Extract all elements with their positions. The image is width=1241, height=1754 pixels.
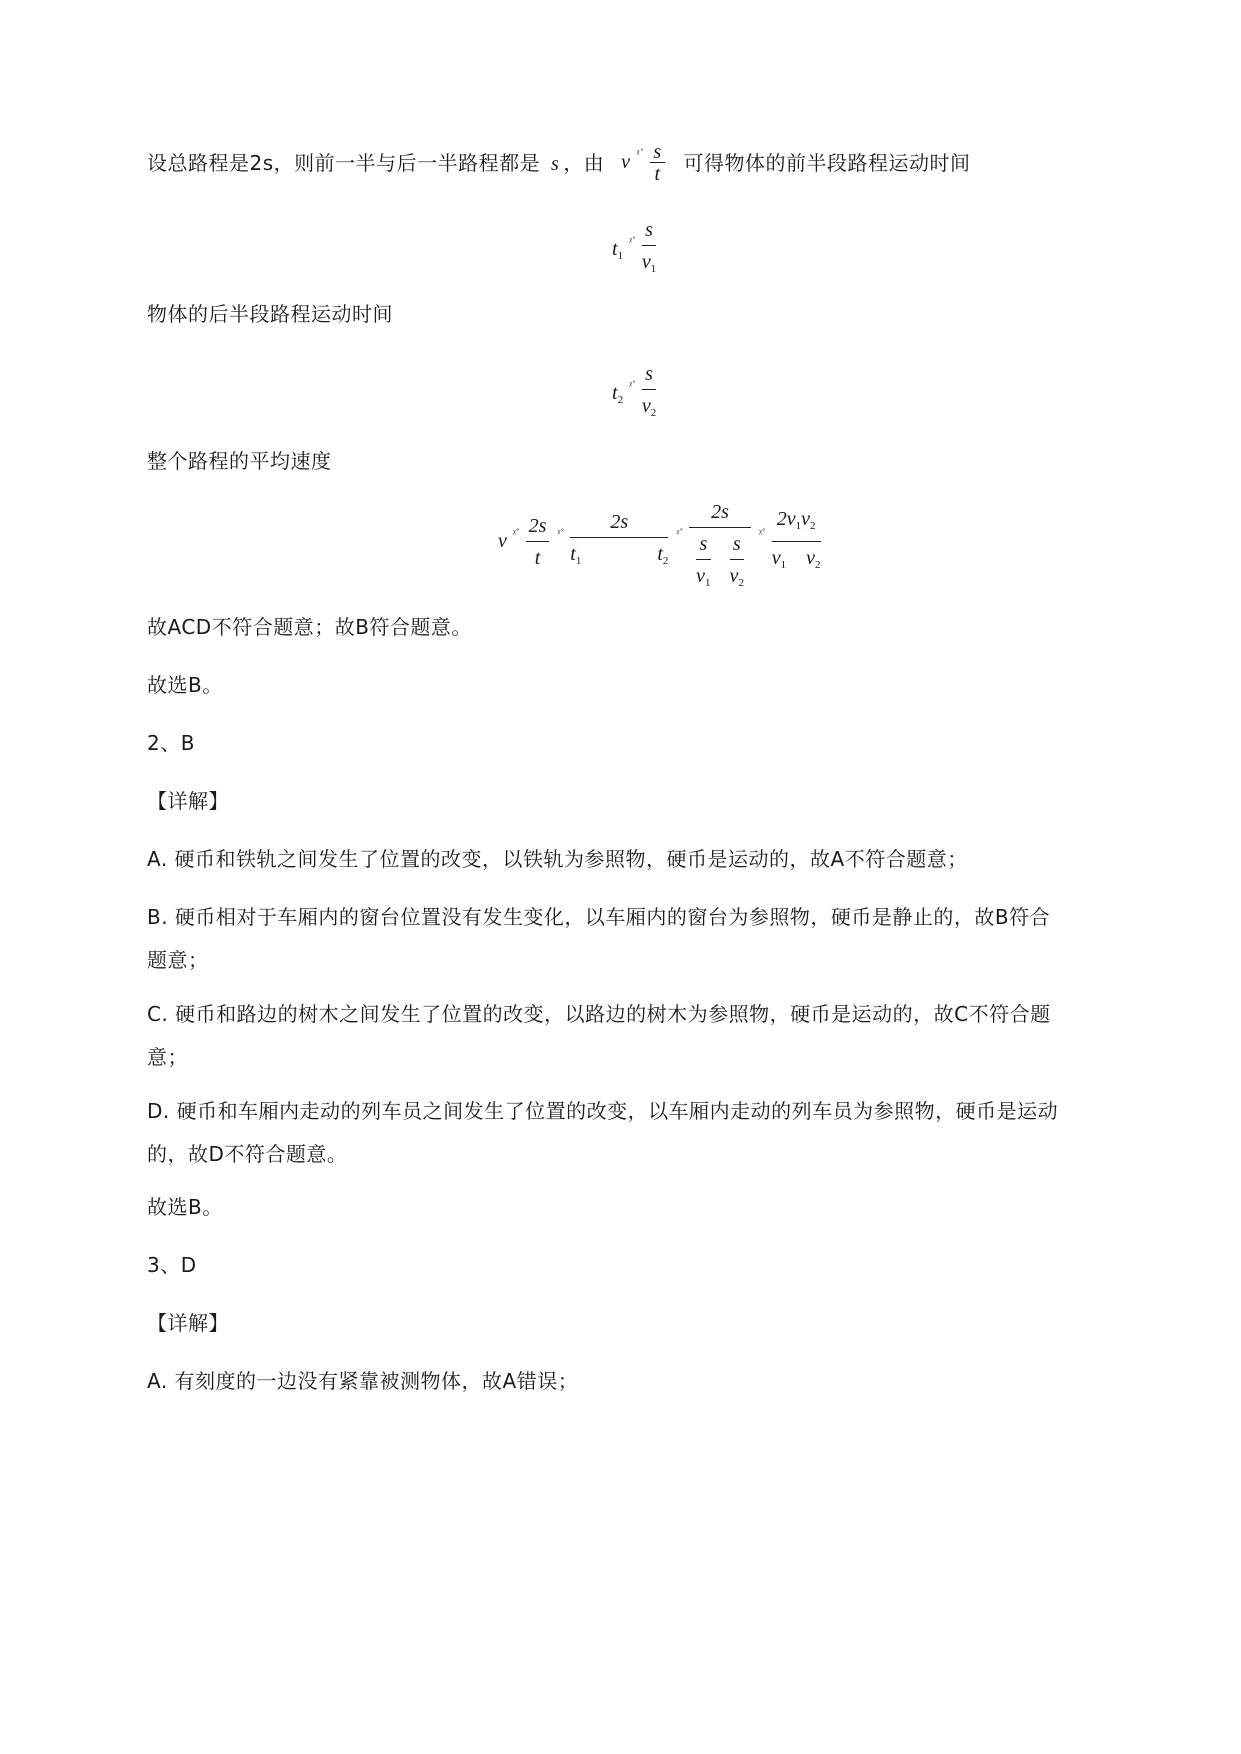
numerator: s [642, 218, 656, 246]
v: v [771, 546, 781, 569]
fraction-2s-sum [689, 500, 751, 595]
subscript: 2 [650, 407, 657, 419]
subscript: 1 [617, 249, 624, 262]
term: 2v [776, 507, 796, 530]
fraction [642, 218, 656, 281]
fraction-2s-t1t2 [570, 510, 668, 573]
line: 意； [147, 1045, 188, 1069]
line: C. 硬币和路边的树木之间发生了位置的改变，以路边的树木为参照物，硬币是运动的，故C不符合题 [147, 1002, 1051, 1026]
fraction-s-v1 [696, 532, 710, 595]
denominator [642, 246, 656, 281]
fraction-2v1v2 [772, 507, 821, 577]
denominator [642, 390, 656, 425]
subscript: 2 [617, 393, 624, 406]
fraction-2s-t [526, 514, 550, 570]
numerator: 2s [570, 510, 668, 538]
question-3-header: 3、D [147, 1253, 197, 1277]
numerator: 2s [689, 500, 751, 528]
var-t2 [612, 382, 623, 406]
t: t [612, 381, 618, 404]
equals-sign: ᵡ˚ [758, 526, 766, 539]
option-2-A: A. 硬币和铁轨之间发生了位置的改变，以铁轨为参照物，硬币是运动的，故A不符合题意； [147, 847, 968, 871]
option-2-C [147, 993, 1167, 1079]
var-v: v [621, 151, 631, 174]
subscript: 2 [815, 558, 821, 571]
paragraph-total-distance [147, 142, 1167, 186]
denominator [730, 560, 744, 595]
subscript: 2 [810, 519, 816, 532]
equals-sign: ᵡ˚ [629, 378, 636, 391]
line: B. 硬币相对于车厢内的窗台位置没有发生变化，以车厢内的窗台为参照物，硬币是静止的，故B符合 [147, 905, 1051, 929]
v: v [641, 251, 651, 273]
denominator: t [534, 546, 541, 569]
formula-t1 [612, 218, 658, 281]
denominator: t [654, 162, 661, 185]
equals-sign: ᵡ˚ [636, 147, 645, 160]
denominator [772, 542, 821, 577]
paragraph-answer-2: 故选B。 [147, 1195, 223, 1219]
numerator: 2s [526, 514, 550, 542]
numerator: s [642, 362, 656, 390]
numerator: s [730, 532, 744, 560]
line: D. 硬币和车厢内走动的列车员之间发生了位置的改变，以车厢内走动的列车员为参照物，硬币是运动 [147, 1099, 1059, 1123]
t: t [570, 543, 576, 565]
paragraph-answer-1: 故选B。 [147, 673, 223, 697]
subscript: 1 [780, 558, 787, 571]
var-v: v [498, 530, 507, 552]
var-t1 [612, 238, 623, 262]
option-2-D [147, 1090, 1167, 1176]
v: v [696, 565, 706, 587]
fraction-s-v2 [730, 532, 744, 595]
formula-t2 [612, 362, 658, 425]
term: v [801, 507, 811, 530]
subscript: 2 [662, 555, 669, 567]
fraction [642, 362, 656, 425]
t: t [657, 543, 663, 565]
numerator: s [696, 532, 710, 560]
v: v [641, 395, 651, 417]
subscript: 1 [705, 577, 711, 589]
numerator: s [650, 143, 664, 163]
detail-heading-3: 【详解】 [147, 1311, 229, 1335]
denominator [570, 538, 668, 573]
formula-average-velocity [498, 500, 823, 595]
subscript: 1 [795, 519, 802, 532]
option-3-A: A. 有刻度的一边没有紧靠被测物体，故A错误； [147, 1369, 579, 1393]
denominator [689, 528, 751, 595]
text: 设总路程是2s，则前一半与后一半路程都是 [147, 151, 541, 175]
option-2-B [147, 896, 1167, 982]
denominator [696, 560, 710, 595]
text: 可得物体的前半段路程运动时间 [683, 151, 971, 175]
paragraph-average-speed: 整个路程的平均速度 [147, 449, 332, 473]
subscript: 2 [738, 577, 744, 589]
line: 题意； [147, 948, 209, 972]
equals-sign: ᵡ˚ [512, 526, 520, 539]
equals-sign: ᵡ˚ [676, 526, 684, 539]
numerator [772, 507, 821, 542]
detail-heading-2: 【详解】 [147, 789, 229, 813]
t: t [612, 237, 618, 260]
var-s: s [551, 153, 560, 175]
equals-sign: ᵡ˚ [557, 526, 565, 539]
subscript: 1 [650, 263, 657, 275]
paragraph-second-half: 物体的后半段路程运动时间 [147, 302, 393, 326]
formula-velocity [621, 141, 666, 185]
line: 的，故D不符合题意。 [147, 1142, 348, 1166]
question-2-header: 2、B [147, 731, 195, 755]
fraction [650, 140, 664, 185]
text: ，由 [563, 151, 605, 175]
v: v [806, 546, 816, 569]
v: v [729, 565, 739, 587]
equals-sign: ᵡ˚ [629, 234, 636, 247]
subscript: 1 [575, 555, 582, 567]
paragraph-conclusion-1: 故ACD不符合题意；故B符合题意。 [147, 615, 472, 639]
